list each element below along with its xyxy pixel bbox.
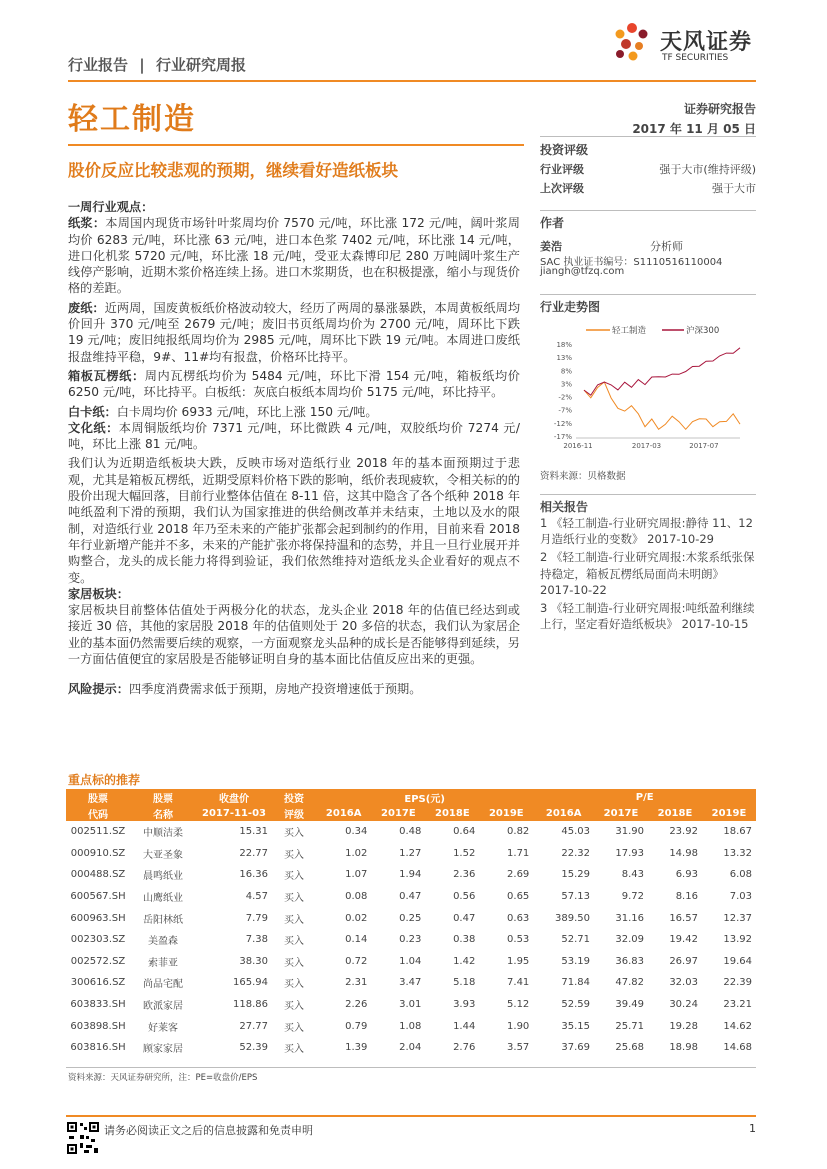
- th: 2016A: [316, 805, 371, 821]
- table-cell: 14.98: [669, 847, 698, 859]
- th: 股票: [130, 789, 196, 805]
- report-type: 证券研究报告: [683, 102, 756, 116]
- para-risk: 风险提示：四季度消费需求低于预期，房地产投资增速低于预期。: [68, 682, 422, 697]
- table-cell: 3.57: [507, 1042, 530, 1054]
- table-header-row-1: [66, 789, 756, 805]
- table-cell: 0.72: [345, 955, 368, 967]
- table-cell: 0.47: [453, 912, 476, 924]
- table-cell: 22.77: [239, 847, 268, 859]
- para-furniture: 家居板块： 家居板块目前整体估值处于两极分化的状态，龙头企业 2018 年的估值已经达到或接近 30 倍，其他的家居股 2018 年的估值则处于 20 多倍的状态，我们认为家居企业的基本面仍然需要后续的观察，一方面观察龙头品种的成长是否能够得到延续，另一方面估值便宜的家居股是否能够证明自身的基本面比估值反应出来的更强。: [68, 586, 520, 667]
- table-cell: 23.92: [669, 826, 698, 838]
- table-cell: 1.52: [453, 847, 476, 859]
- table-cell: 1.44: [453, 1020, 476, 1032]
- table-cell: 13.92: [723, 934, 752, 946]
- rating-previous-value: 强于大市: [712, 182, 756, 195]
- table-cell: 165.94: [233, 977, 268, 989]
- footer-disclaimer[interactable]: 请务必阅读正文之后的信息披露和免责申明: [104, 1124, 313, 1137]
- table-cell: 0.25: [399, 912, 422, 924]
- th: 2016A: [533, 805, 594, 821]
- th: 评级: [272, 805, 316, 821]
- table-cell: 19.28: [669, 1020, 698, 1032]
- table-cell: 23.21: [723, 999, 752, 1011]
- x-tick-label: 2016-11: [563, 442, 593, 450]
- breadcrumb-sep: |: [139, 56, 145, 74]
- rating-previous-label: 上次评级: [540, 182, 584, 195]
- table-cell: 18.98: [669, 1042, 698, 1054]
- rating-current-value: 强于大市(维持评级): [659, 163, 756, 176]
- brand-name: 天风证券: [660, 30, 753, 55]
- th: 投资: [272, 789, 316, 805]
- table-cell: 38.30: [239, 955, 268, 967]
- trend-section-title: 行业走势图: [540, 300, 601, 314]
- table-cell: 尚品宅配: [143, 979, 183, 991]
- legend-b-label: 沪深300: [686, 326, 720, 336]
- table-row: [66, 1015, 756, 1037]
- table-cell: 25.71: [615, 1020, 644, 1032]
- table-cell: 18.67: [723, 826, 752, 838]
- y-tick-label: -12%: [553, 419, 572, 428]
- table-cell: 22.39: [723, 977, 752, 989]
- table-cell: 0.82: [507, 826, 530, 838]
- th: 代码: [66, 805, 130, 821]
- th: EPS(元): [316, 789, 533, 805]
- table-cell: 晨鸣纸业: [143, 871, 183, 883]
- table-row: [66, 886, 756, 908]
- y-tick-label: 3%: [560, 380, 572, 389]
- related-item[interactable]: 3 《轻工制造-行业研究周报:吨纸盈利继续上行，坚定看好造纸板块》 2017-10-15: [540, 601, 755, 632]
- qr-code-icon: [66, 1121, 100, 1155]
- y-tick-label: 18%: [556, 341, 572, 349]
- author-section-title: 作者: [540, 216, 565, 230]
- para-pulp: 纸浆：本周国内现货市场针叶浆周均价 7570 元/吨，环比涨 172 元/吨，阔叶浆周均价 6283 元/吨，环比涨 63 元/吨，进口本色浆 7402 元/吨，环比涨 14 元/吨，进口化机浆 5720 元/吨，环比涨 18 元/吨，受亚太森博印尼 280 万吨阔叶浆生产线停产影响，近期木浆价格连续上扬。进口木浆期货，也在积极提涨，缩小与现货价格的差距。: [68, 216, 520, 296]
- table-cell: 600963.SH: [70, 912, 126, 924]
- table-row: [66, 843, 756, 865]
- para-culture: 文化纸：本周铜版纸均价 7371 元/吨，环比微跌 4 元/吨，双胶纸均价 7274 元/吨，环比上涨 81 元/吨。: [68, 420, 520, 452]
- table-cell: 2.76: [453, 1042, 476, 1054]
- table-cell: 欧派家居: [143, 1001, 183, 1013]
- breadcrumb: [68, 54, 246, 75]
- table-cell: 000488.SZ: [70, 869, 126, 881]
- table-cell: 118.86: [233, 999, 268, 1011]
- table-cell: 5.18: [453, 977, 476, 989]
- table-row: [66, 929, 756, 951]
- table-cell: 中顺洁柔: [143, 828, 183, 840]
- table-cell: 0.23: [399, 934, 422, 946]
- brand-logo-icon: [612, 20, 652, 62]
- y-tick-label: 8%: [560, 367, 572, 376]
- th: P/E: [533, 789, 756, 805]
- table-cell: 9.72: [621, 891, 644, 903]
- table-cell: 27.77: [239, 1020, 268, 1032]
- table-cell: 0.63: [507, 912, 530, 924]
- table-cell: 17.93: [615, 847, 644, 859]
- table-cell: 53.19: [561, 955, 591, 967]
- table-cell: 0.47: [399, 891, 422, 903]
- table-cell: 002511.SZ: [70, 826, 126, 838]
- table-cell: 57.13: [561, 891, 591, 903]
- table-cell: 19.42: [669, 934, 698, 946]
- table-cell: 37.69: [561, 1042, 591, 1054]
- table-cell: 52.59: [561, 999, 591, 1011]
- author-name: 姜浩: [540, 240, 562, 253]
- para-view: 我们认为近期造纸板块大跌，反映市场对造纸行业 2018 年的基本面预期过于悲观，尤其是箱板瓦楞纸，近期受原料价格下跌的影响，纸价表现疲软，令相关标的的股价出现大幅回落，目前行业整体估值在 8-11 倍，这其中隐含了各个纸种 2018 年吨纸盈利下滑的预期，我们认为国家推进的供给侧改革并未结束，土地以及水的限制，对造纸行业 2018 年乃至未来的产能扩张都会起到制约的作用，目前来看 2018 年行业新增产能并不多，未来的产能扩张亦将保持温和的态势，并且一旦行业展开并购整合，龙头的成长能力将得到验证，我们依然维持对造纸龙头企业看好的观点不变。: [68, 456, 520, 585]
- table-cell: 买入: [284, 957, 304, 969]
- th: 2018E: [425, 805, 479, 821]
- table-cell: 买入: [284, 1022, 304, 1034]
- table-cell: 7.03: [729, 891, 752, 903]
- table-cell: 0.14: [345, 934, 368, 946]
- table-cell: 1.95: [507, 955, 530, 967]
- related-section-title: 相关报告: [540, 500, 589, 514]
- table-row: [66, 994, 756, 1016]
- table-title: 重点标的推荐: [68, 773, 141, 787]
- table-cell: 1.94: [399, 869, 422, 881]
- table-cell: 2.36: [453, 869, 476, 881]
- author-email[interactable]: jiangh@tfzq.com: [540, 266, 625, 277]
- th: 2017E: [371, 805, 425, 821]
- headline-rule: [68, 144, 524, 146]
- page-number: 1: [749, 1122, 756, 1135]
- table-header-row-2: [66, 805, 756, 821]
- table-cell: 603833.SH: [70, 999, 126, 1011]
- breadcrumb-type: 行业报告: [68, 56, 129, 74]
- table-cell: 6.08: [729, 869, 752, 881]
- y-tick-label: -2%: [558, 393, 572, 402]
- para-wastepaper: 废纸：近两周，国废黄板纸价格波动较大，经历了两周的暴涨暴跌，本周黄板纸周均价回升 370 元/吨至 2679 元/吨；废旧书页纸周均价为 2700 元/吨，周环比下跌 19 元/吨；废旧纯报纸周均价为 2985 元/吨，周环比下跌 19 元/吨。本周进口废纸报盘维持平稳，9#、11#均有报盘，价格环比持平。: [68, 300, 521, 364]
- table-cell: 000910.SZ: [70, 847, 126, 859]
- table-cell: 1.04: [399, 955, 422, 967]
- table-cell: 顾家家居: [143, 1044, 183, 1056]
- headline: 股价反应比较悲观的预期，继续看好造纸板块: [68, 161, 398, 180]
- table-source: 资料来源：天风证券研究所，注：PE=收盘价/EPS: [68, 1073, 258, 1083]
- table-cell: 603898.SH: [70, 1020, 126, 1032]
- th: 2017-11-03: [196, 805, 272, 821]
- para-whitecard: 白卡纸：白卡周均价 6933 元/吨，环比上涨 150 元/吨。: [68, 404, 378, 419]
- x-tick-label: 2017-03: [631, 442, 662, 450]
- th: 2019E: [479, 805, 533, 821]
- table-cell: 19.64: [723, 955, 752, 967]
- table-cell: 买入: [284, 936, 304, 948]
- table-cell: 买入: [284, 893, 304, 905]
- table-cell: 岳阳林纸: [143, 914, 183, 926]
- table-cell: 16.57: [669, 912, 698, 924]
- th: 名称: [130, 805, 196, 821]
- table-cell: 52.71: [561, 934, 591, 946]
- author-title: 分析师: [650, 240, 683, 253]
- table-cell: 0.79: [345, 1020, 368, 1032]
- table-cell: 32.03: [669, 977, 698, 989]
- table-cell: 603816.SH: [70, 1042, 126, 1054]
- y-tick-label: 13%: [556, 354, 572, 363]
- table-cell: 1.71: [507, 847, 530, 859]
- rating-section-title: 投资评级: [540, 143, 589, 157]
- table-cell: 3.47: [399, 977, 422, 989]
- table-cell: 31.16: [615, 912, 644, 924]
- table-row: [66, 907, 756, 929]
- table-cell: 1.08: [399, 1020, 422, 1032]
- breadcrumb-sub: 行业研究周报: [155, 56, 246, 74]
- table-cell: 39.49: [615, 999, 644, 1011]
- table-cell: 36.83: [615, 955, 644, 967]
- table-cell: 15.31: [239, 826, 268, 838]
- table-cell: 32.09: [615, 934, 644, 946]
- para-boxboard: 箱板瓦楞纸：周内瓦楞纸均价为 5484 元/吨，环比下滑 154 元/吨，箱板纸均价 6250 元/吨，环比持平。白板纸：灰底白板纸本周均价 5175 元/吨，环比持平。: [68, 368, 520, 400]
- table-cell: 2.69: [507, 869, 530, 881]
- table-cell: 大亚圣象: [143, 849, 183, 861]
- table-cell: 山鹰纸业: [143, 893, 183, 905]
- related-list: [540, 515, 756, 632]
- th: 2018E: [648, 805, 702, 821]
- table-cell: 2.31: [345, 977, 368, 989]
- table-cell: 13.32: [723, 847, 752, 859]
- th: 2019E: [702, 805, 756, 821]
- series-line-light-industry: [584, 382, 740, 429]
- table-cell: 4.57: [245, 891, 268, 903]
- industry-title: 轻工制造: [68, 102, 196, 137]
- table-cell: 26.97: [669, 955, 698, 967]
- table-row: [66, 821, 756, 843]
- table-cell: 好莱客: [148, 1022, 178, 1034]
- author-license: SAC 执业证书编号：S1110516110004: [540, 257, 723, 268]
- trend-chart-svg: [540, 318, 756, 463]
- table-cell: 5.12: [507, 999, 530, 1011]
- table-cell: 14.62: [723, 1020, 752, 1032]
- y-tick-label: -7%: [558, 406, 572, 415]
- table-cell: 买入: [284, 871, 304, 883]
- table-cell: 0.48: [399, 826, 422, 838]
- table-cell: 0.64: [453, 826, 476, 838]
- table-cell: 45.03: [561, 826, 591, 838]
- table-cell: 1.02: [345, 847, 368, 859]
- table-cell: 买入: [284, 849, 304, 861]
- trend-source: 资料来源：贝格数据: [540, 471, 626, 482]
- table-cell: 0.65: [507, 891, 530, 903]
- table-cell: 52.39: [239, 1042, 268, 1054]
- table-cell: 6.93: [675, 869, 698, 881]
- rating-current-label: 行业评级: [540, 163, 584, 176]
- table-cell: 0.53: [507, 934, 530, 946]
- table-cell: 索菲亚: [148, 957, 178, 969]
- brand-name-en: TF SECURITIES: [662, 53, 729, 63]
- table-cell: 美盈森: [148, 936, 178, 948]
- table-cell: 389.50: [555, 912, 591, 924]
- table-cell: 3.93: [453, 999, 476, 1011]
- th: 收盘价: [196, 789, 272, 805]
- related-item[interactable]: 2 《轻工制造-行业研究周报:木浆系纸张保持稳定，箱板瓦楞纸局面尚未明朗》 2017-10-22: [540, 550, 755, 597]
- table-cell: 25.68: [615, 1042, 644, 1054]
- table-cell: 31.90: [615, 826, 644, 838]
- legend-a-label: 轻工制造: [612, 326, 647, 336]
- table-cell: 0.56: [453, 891, 476, 903]
- table-row: [66, 864, 756, 886]
- report-date: 2017 年 11 月 05 日: [632, 122, 756, 136]
- header-rule: [68, 80, 756, 82]
- recommendation-table: [66, 789, 756, 1059]
- th: 2017E: [594, 805, 648, 821]
- table-row: [66, 1037, 756, 1059]
- table-cell: 0.34: [345, 826, 368, 838]
- table-cell: 2.26: [345, 999, 368, 1011]
- table-cell: 买入: [284, 1001, 304, 1013]
- table-cell: 0.38: [453, 934, 476, 946]
- table-cell: 7.38: [245, 934, 268, 946]
- trend-chart: [540, 318, 756, 463]
- table-cell: 7.79: [245, 912, 268, 924]
- table-cell: 16.36: [239, 869, 268, 881]
- th: 股票: [66, 789, 130, 805]
- body-heading: 一周行业观点：: [68, 200, 154, 214]
- related-item[interactable]: 1 《轻工制造-行业研究周报:静待 11、12 月造纸行业的变数》 2017-10-29: [540, 516, 753, 547]
- table-cell: 35.15: [561, 1020, 591, 1032]
- table-cell: 买入: [284, 914, 304, 926]
- table-cell: 47.82: [615, 977, 644, 989]
- table-cell: 22.32: [561, 847, 591, 859]
- series-line-hs300: [584, 348, 740, 395]
- table-cell: 8.43: [621, 869, 644, 881]
- table-cell: 0.08: [345, 891, 368, 903]
- body-text: [68, 199, 520, 698]
- table-cell: 71.84: [561, 977, 591, 989]
- table-cell: 买入: [284, 828, 304, 840]
- table-cell: 14.68: [723, 1042, 752, 1054]
- table-cell: 1.27: [399, 847, 422, 859]
- table-row: [66, 972, 756, 994]
- table-cell: 30.24: [669, 999, 698, 1011]
- table-cell: 8.16: [675, 891, 698, 903]
- table-row: [66, 951, 756, 973]
- table-cell: 3.01: [399, 999, 422, 1011]
- table-cell: 15.29: [561, 869, 591, 881]
- y-tick-label: -17%: [553, 433, 572, 441]
- x-tick-label: 2017-07: [689, 442, 719, 450]
- table-cell: 1.42: [453, 955, 476, 967]
- table-cell: 0.02: [345, 912, 368, 924]
- table-cell: 002303.SZ: [70, 934, 126, 946]
- table-cell: 1.39: [345, 1042, 368, 1054]
- table-cell: 600567.SH: [70, 891, 126, 903]
- table-cell: 买入: [284, 979, 304, 991]
- table-cell: 12.37: [723, 912, 752, 924]
- table-cell: 7.41: [507, 977, 530, 989]
- table-cell: 300616.SZ: [70, 977, 126, 989]
- table-cell: 002572.SZ: [70, 955, 126, 967]
- table-cell: 买入: [284, 1044, 304, 1056]
- table-cell: 1.07: [345, 869, 368, 881]
- table-cell: 2.04: [399, 1042, 422, 1054]
- table-cell: 1.90: [507, 1020, 530, 1032]
